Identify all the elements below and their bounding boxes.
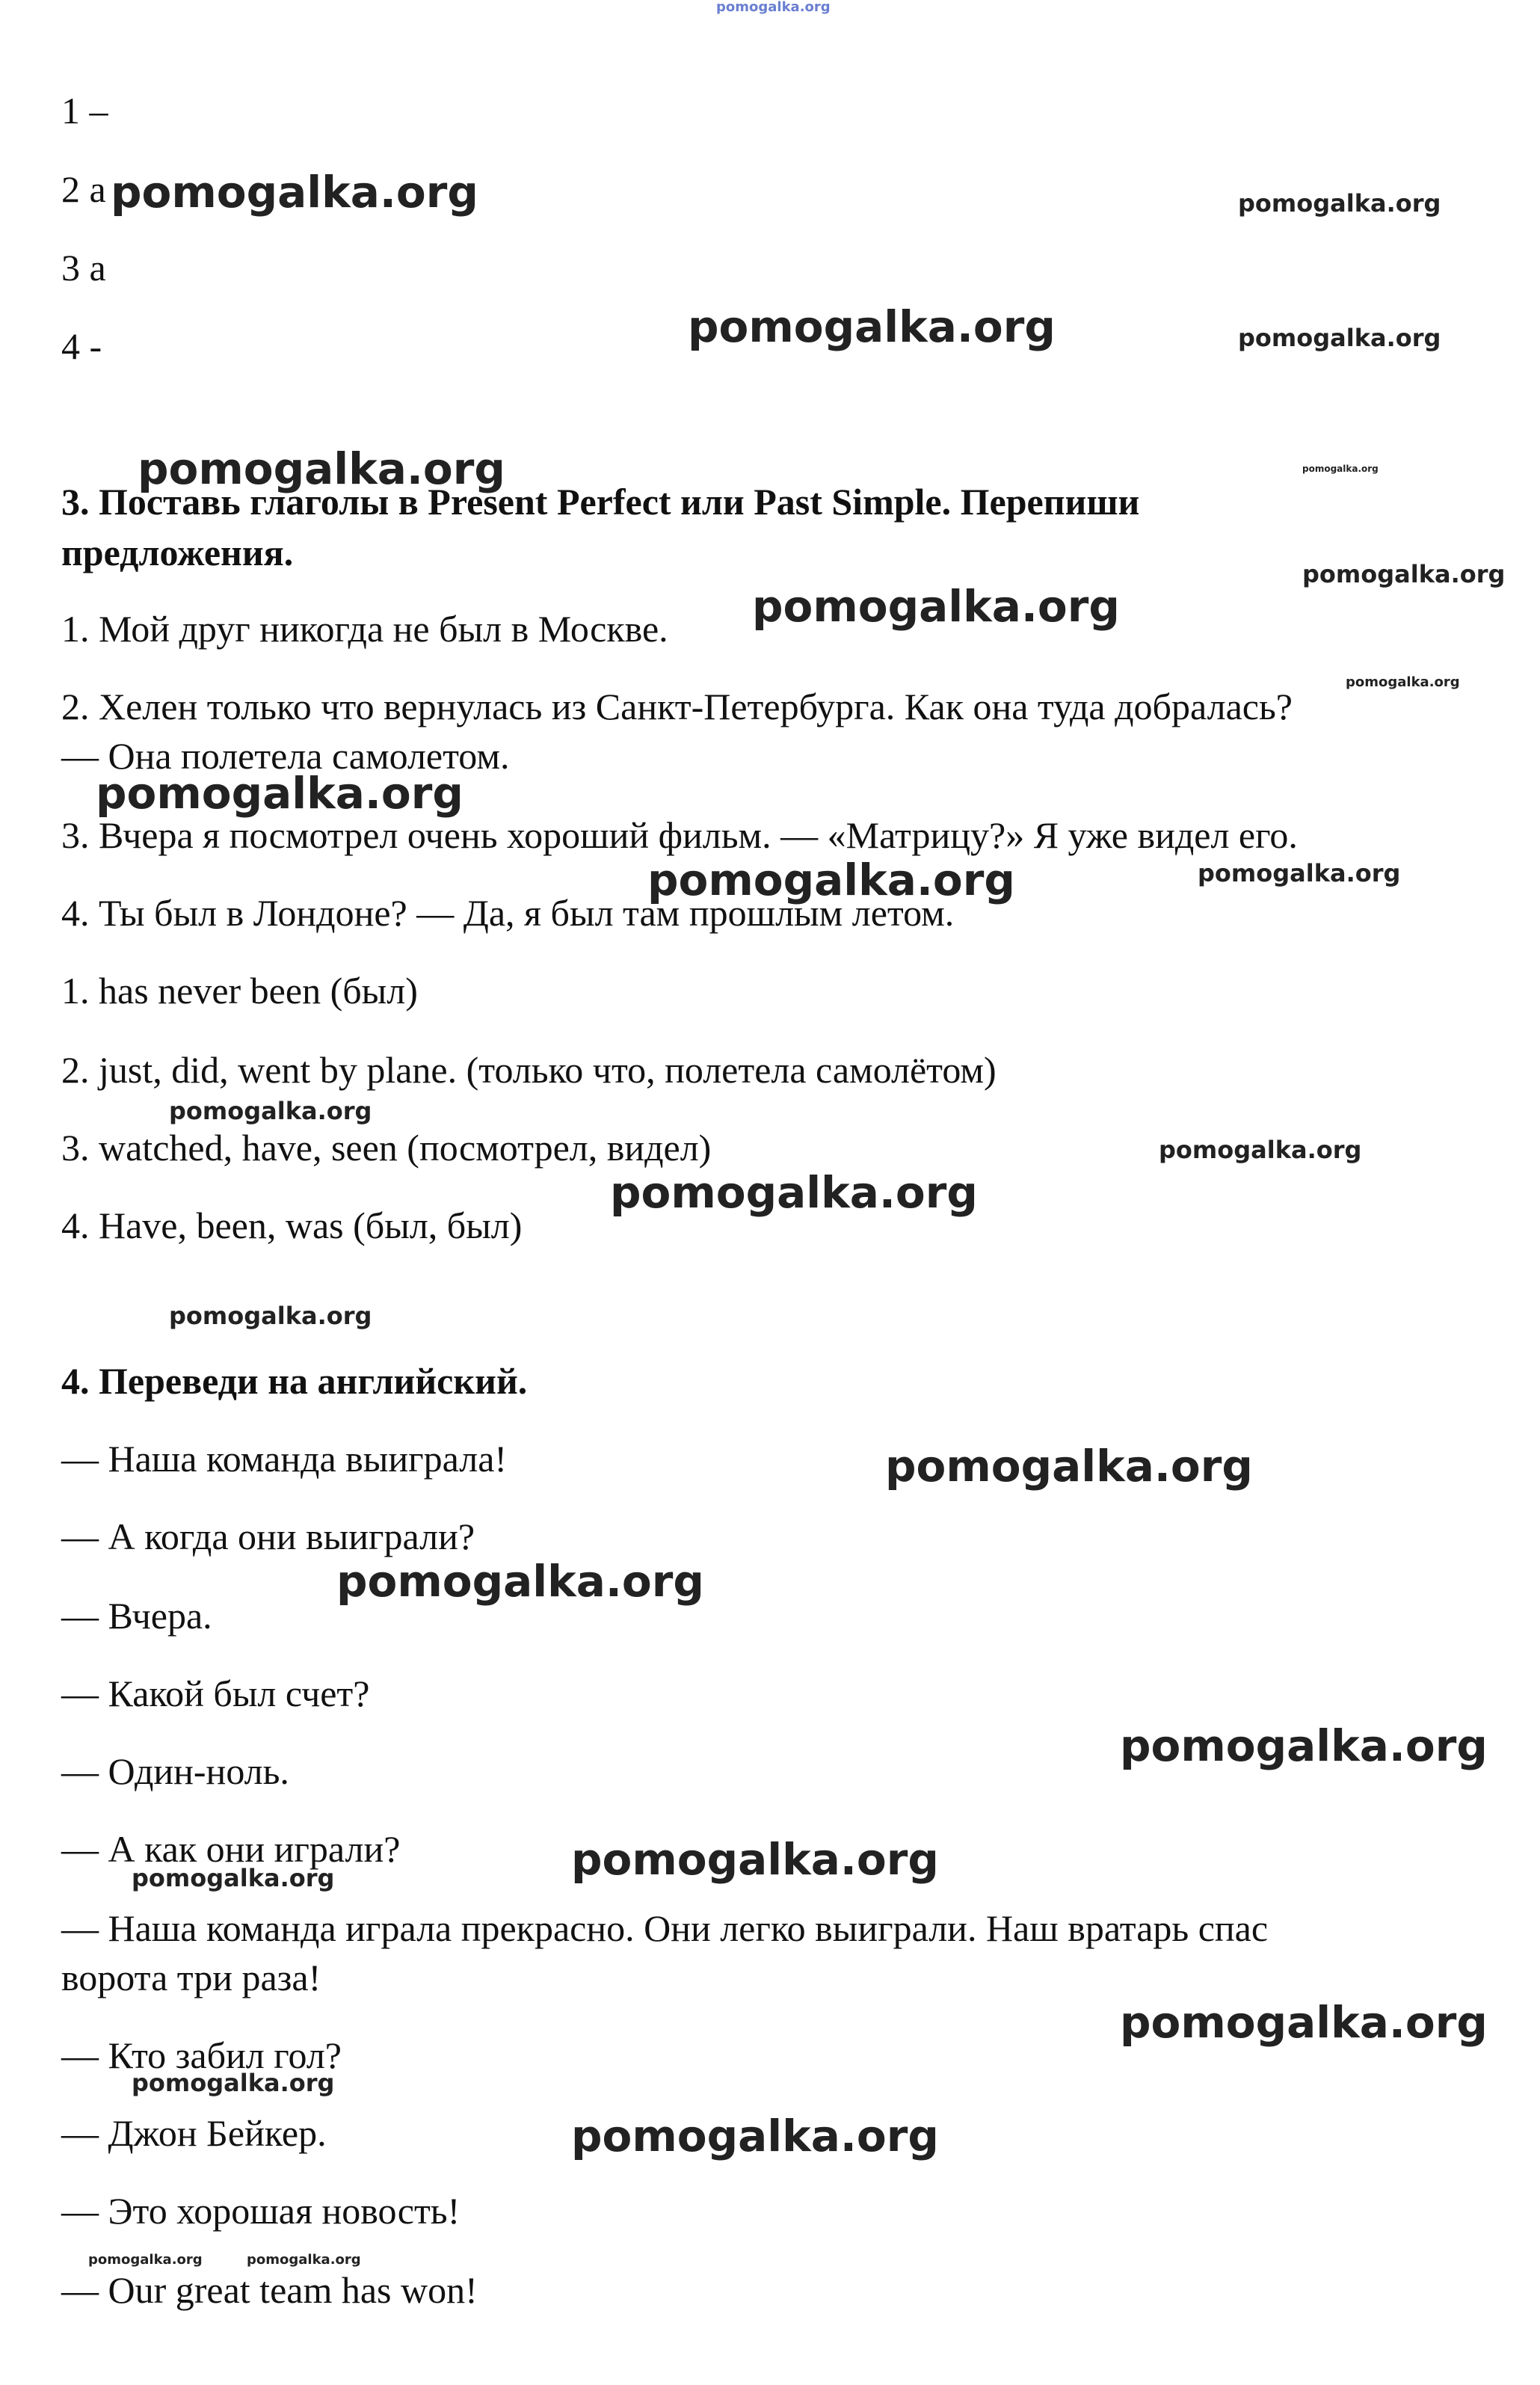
task4-line-6: — А как они играли?	[61, 1828, 401, 1870]
task4-line-5: — Один-ноль.	[61, 1750, 289, 1792]
watermark: pomogalka.org	[1302, 560, 1506, 588]
task4-heading: 4. Переведи на английский.	[61, 1360, 528, 1402]
answer-line-2: 2 a	[61, 168, 106, 210]
task3-sentence-1: 1. Мой друг никогда не был в Москве.	[61, 608, 668, 650]
watermark: pomogalka.org	[1302, 464, 1379, 474]
task3-answer-2: 2. just, did, went by plane. (только что, полетела самолётом)	[61, 1049, 997, 1091]
answer-line-3: 3 a	[61, 247, 106, 289]
watermark: pomogalka.org	[885, 1441, 1253, 1492]
task4-line-1: — Наша команда выиграла!	[61, 1438, 508, 1480]
watermark: pomogalka.org	[111, 167, 478, 218]
task3-sentence-3: 3. Вчера я посмотрел очень хороший фильм. — «Матрицу?» Я уже видел его.	[61, 814, 1298, 856]
watermark: pomogalka.org	[138, 443, 505, 494]
watermark: pomogalka.org	[752, 581, 1120, 632]
task4-line-8: — Кто забил гол?	[61, 2034, 342, 2076]
task4-line-9: — Джон Бейкер.	[61, 2112, 327, 2154]
watermark: pomogalka.org	[1120, 1720, 1488, 1771]
watermark: pomogalka.org	[132, 2069, 335, 2097]
watermark: pomogalka.org	[336, 1556, 704, 1607]
watermark: pomogalka.org	[688, 301, 1056, 352]
watermark: pomogalka.org	[1238, 189, 1441, 218]
watermark: pomogalka.org	[96, 768, 463, 819]
task3-heading-cont: предложения.	[61, 532, 294, 573]
watermark-top: pomogalka.org	[716, 0, 831, 15]
watermark: pomogalka.org	[132, 1864, 335, 1892]
watermark: pomogalka.org	[571, 2111, 939, 2161]
watermark: pomogalka.org	[88, 2252, 203, 2268]
watermark: pomogalka.org	[1120, 1997, 1488, 2048]
task4-line-11: — Our great team has won!	[61, 2269, 478, 2311]
task3-heading: 3. Поставь глаголы в Present Perfect или Past Simple. Перепиши	[61, 481, 1140, 523]
task4-line-3: — Вчера.	[61, 1595, 212, 1637]
watermark: pomogalka.org	[1238, 324, 1441, 352]
task4-line-7: — Наша команда играла прекрасно. Они легко выиграли. Наш вратарь спас	[61, 1907, 1269, 1949]
task3-answer-3: 3. watched, have, seen (посмотрел, видел)	[61, 1127, 712, 1169]
task4-line-2: — А когда они выиграли?	[61, 1515, 475, 1557]
watermark: pomogalka.org	[1346, 674, 1460, 690]
task4-line-4: — Какой был счет?	[61, 1672, 370, 1714]
task4-line-7-cont: ворота три раза!	[61, 1957, 321, 1998]
task4-line-10: — Это хорошая новость!	[61, 2190, 461, 2232]
watermark: pomogalka.org	[571, 1834, 939, 1885]
task3-answer-4: 4. Have, been, was (был, был)	[61, 1204, 523, 1246]
task3-sentence-2: 2. Хелен только что вернулась из Санкт-Петербурга. Как она туда добралась?	[61, 686, 1293, 727]
watermark: pomogalka.org	[247, 2252, 361, 2268]
watermark: pomogalka.org	[1198, 859, 1401, 887]
task3-sentence-2-cont: — Она полетела самолетом.	[61, 735, 510, 777]
answer-line-4: 4 -	[61, 325, 102, 367]
answer-line-1: 1 –	[61, 90, 108, 132]
task3-sentence-4: 4. Ты был в Лондоне? — Да, я был там прошлым летом.	[61, 892, 955, 934]
watermark: pomogalka.org	[647, 855, 1015, 905]
watermark: pomogalka.org	[169, 1302, 372, 1330]
watermark: pomogalka.org	[610, 1167, 978, 1218]
task3-answer-1: 1. has never been (был)	[61, 970, 418, 1012]
watermark: pomogalka.org	[1159, 1136, 1362, 1164]
watermark: pomogalka.org	[169, 1097, 372, 1125]
